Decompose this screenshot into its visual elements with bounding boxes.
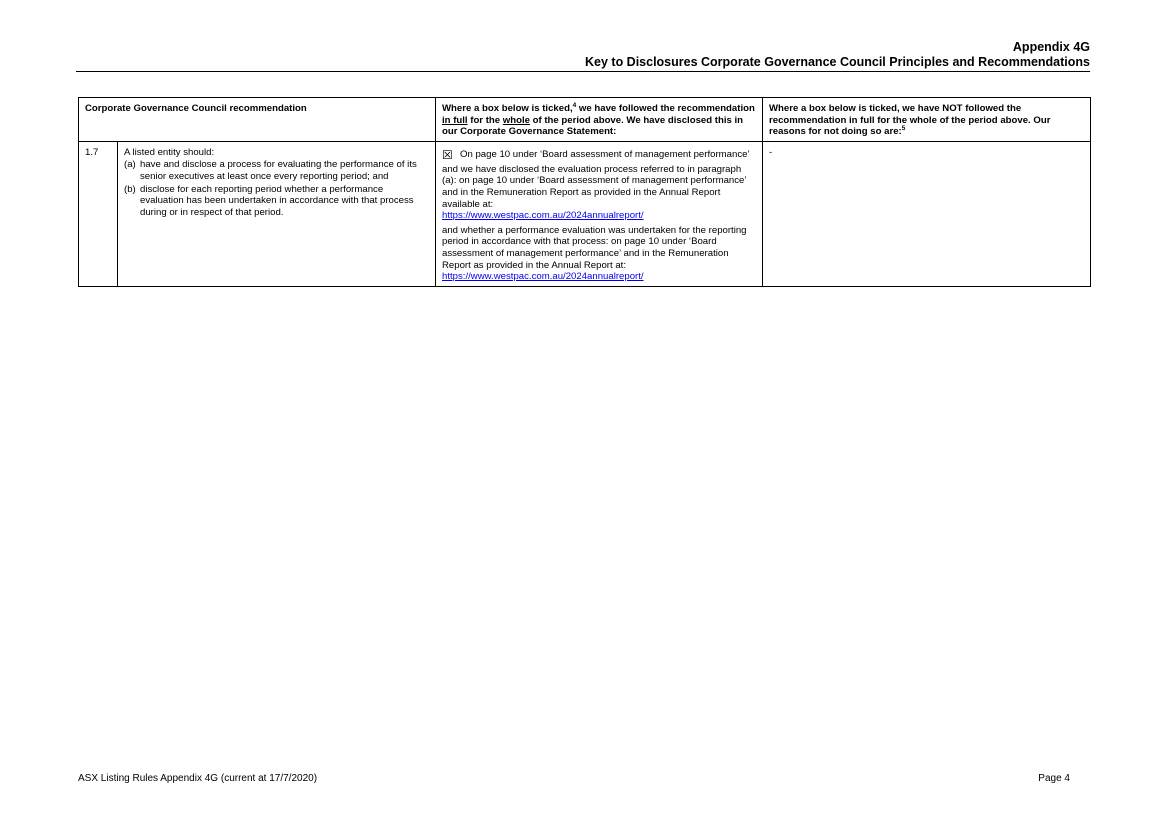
col-header-not-followed <box>763 98 1091 142</box>
followed-header-part3: for the <box>467 114 503 126</box>
annual-report-link-2[interactable]: https://www.westpac.com.au/2024annualreport/ <box>442 271 644 283</box>
followed-disclosure-cell <box>436 141 763 286</box>
followed-header-whole: whole <box>502 114 530 126</box>
header-appendix-title: Appendix 4G <box>1012 40 1090 54</box>
not-followed-header-text: Where a box below is ticked, we have NOT followed the recommendation in full for the whole of the period above. Our reasons for not doing so are: <box>769 103 1051 138</box>
recommendation-intro: A listed entity should: <box>124 146 215 158</box>
table-header-row <box>79 98 1091 142</box>
checked-text: On page 10 under ‘Board assessment of management performance’ <box>460 148 750 160</box>
not-followed-cell: - <box>763 141 1091 286</box>
followed-header-part4: of the period above. We have disclosed this in our Corporate Governance Statement: <box>442 114 744 138</box>
recommendation-items <box>124 159 429 218</box>
footnote-4: 4 <box>572 101 577 109</box>
recommendation-text <box>118 141 436 286</box>
disclosure-paragraph-1: and we have disclosed the evaluation process referred to in paragraph (a): on page 10 under ‘Board assessment of management performance’ and in the Remuneration Report as provided in the Annual Report available at: <box>442 163 747 210</box>
recommendation-number: 1.7 <box>79 141 118 286</box>
disclosure-paragraph-2: and whether a performance evaluation was undertaken for the reporting period in accordance with that process: on page 10 under ‘Board assessment of management performance’ and in the Remuneration Report as provided in the Annual Report at: <box>442 224 747 271</box>
followed-checkbox-row <box>442 149 756 161</box>
col-header-followed <box>436 98 763 142</box>
followed-header-in-full: in full <box>442 114 468 126</box>
page-header <box>585 40 1090 70</box>
item-text: have and disclose a process for evaluating the performance of its senior executives at least once every reporting period; and <box>140 159 417 182</box>
governance-table <box>78 97 1091 287</box>
list-item <box>124 184 429 219</box>
footer-source: ASX Listing Rules Appendix 4G (current at 17/7/2020) <box>78 773 318 784</box>
followed-header-part1: Where a box below is ticked, <box>442 103 573 114</box>
footnote-5: 5 <box>901 125 906 132</box>
item-marker: (b) <box>124 183 136 195</box>
table-row <box>79 141 1091 286</box>
item-marker: (a) <box>124 159 136 171</box>
list-item <box>124 159 429 182</box>
header-divider <box>76 71 1090 72</box>
header-subtitle: Key to Disclosures Corporate Governance Council Principles and Recommendations <box>585 55 1090 69</box>
checked-box-icon[interactable]: ☒ <box>442 147 453 162</box>
item-text: disclose for each reporting period whether a performance evaluation has been undertaken in accordance with that process during or in respect of that period. <box>140 183 414 218</box>
page-number: Page 4 <box>1038 773 1070 784</box>
col-header-recommendation: Corporate Governance Council recommendation <box>79 98 436 142</box>
annual-report-link-1[interactable]: https://www.westpac.com.au/2024annualreport/ <box>442 210 644 222</box>
followed-header-part2: we have followed the recommendation <box>576 103 755 114</box>
